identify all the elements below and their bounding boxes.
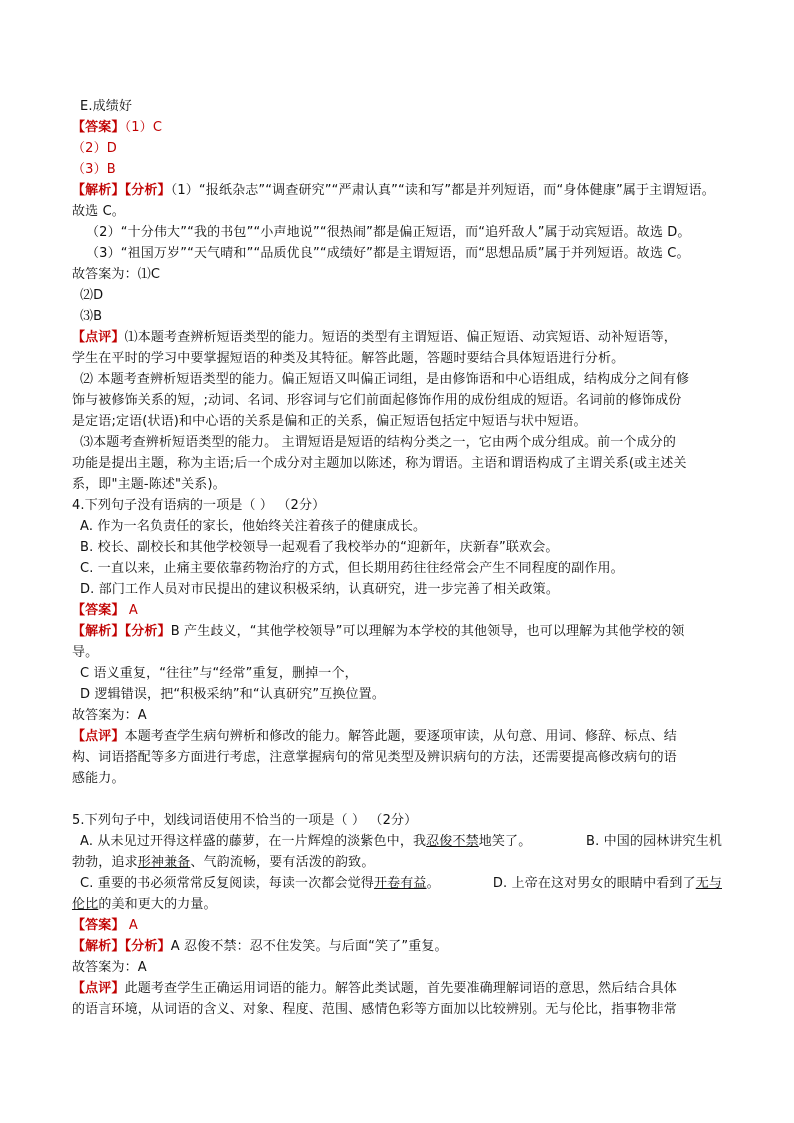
q5-option-a-underlined: 忍俊不禁 — [426, 834, 479, 849]
document-page — [72, 96, 722, 1020]
q3-final-line — [72, 264, 722, 285]
q4-comment-2: 构、词语搭配等多方面进行考虑，注意掌握病句的常见类型及辨识病句的方法，还需要提高修改病句的语 — [72, 750, 677, 765]
q3-option-e: E.成绩好 — [80, 99, 133, 114]
analysis-tag: 【解析】【分析】 — [72, 624, 171, 639]
comment-tag: 【点评】 — [72, 981, 125, 996]
spacer — [72, 789, 722, 810]
q4-option-d: D. 部门工作人员对市民提出的建议积极采纳，认真研究，进一步完善了相关政策。 — [80, 582, 559, 597]
q5-answer-line — [72, 915, 722, 936]
q5-comment-2: 的语言环境，从词语的含义、对象、程度、范围、感情色彩等方面加以比较辨别。无与伦比，指事物非常 — [72, 1002, 677, 1017]
q5-options-ab-line-1 — [72, 831, 722, 852]
q3-comment-line-1 — [72, 327, 722, 348]
q5-answer: A — [124, 918, 138, 933]
q3-final-3: ⑶B — [80, 309, 103, 324]
q5-option-a — [80, 831, 531, 852]
q3-final-1: ⑴C — [137, 267, 161, 282]
answer-tag: 【答案】 — [72, 120, 125, 135]
q5-comment-1: 此题考查学生正确运用词语的能力。解答此类试题，首先要准确理解词语的意思，然后结合具体 — [124, 981, 677, 996]
q4-option-a: A. 作为一名负责任的家长，他始终关注着孩子的健康成长。 — [80, 519, 427, 534]
q3-answer-3: （3）B — [72, 162, 116, 177]
analysis-tag: 【解析】【分析】 — [72, 183, 171, 198]
q5-comment-line-1 — [72, 978, 722, 999]
q4-comment-line-1 — [72, 726, 722, 747]
answer-tag: 【答案】 — [72, 918, 125, 933]
q5-stem: 5.下列句子中，划线词语使用不恰当的一项是（ ） （2分） — [72, 813, 418, 828]
q5-option-b-pre: B. 中国的园林讲究生机 — [586, 834, 722, 849]
q5-option-a-post: 地笑了。 — [478, 834, 532, 849]
q3-answer-line — [72, 117, 722, 138]
q3-answer-1: （1）C — [124, 120, 163, 135]
q4-analysis-b1: B 产生歧义，“其他学校领导”可以理解为本学校的其他领导，也可以理解为其他学校的领 — [170, 624, 685, 639]
q5-option-d-post: 的美和更大的力量。 — [98, 897, 217, 912]
answer-tag: 【答案】 — [72, 603, 125, 618]
q5-option-d-line-2 — [72, 894, 722, 915]
q3-comment-2c: 是定语;定语(状语)和中心语的关系是偏和正的关系，偏正短语包括定中短语与状中短语。 — [72, 414, 587, 429]
q4-stem: 4.下列句子没有语病的一项是（ ） （2分） — [72, 498, 326, 513]
q4-option-c: C. 一直以来，止痛主要依靠药物治疗的方式，但长期用药往往经常会产生不同程度的副作用。 — [80, 561, 624, 576]
q5-option-c-post: 。 — [426, 876, 440, 891]
q5-option-d-pre: D. 上帝在这对男女的眼睛中看到了 — [492, 876, 696, 891]
q4-answer: A — [124, 603, 138, 618]
q5-final: 故答案为：A — [72, 960, 147, 975]
q3-analysis-3: （3）“祖国万岁”“天气晴和”“品质优良”“成绩好”都是主谓短语，而“思想品质”属于并列短语。故选 C。 — [86, 246, 690, 261]
q3-final-prefix: 故答案为： — [72, 267, 138, 282]
q3-analysis-1b: 故选 C。 — [72, 204, 125, 219]
q3-final-2: ⑵D — [80, 288, 104, 303]
q5-option-b-line-2 — [72, 852, 722, 873]
q5-analysis: A 忍俊不禁：忍不住发笑。与后面“笑了”重复。 — [170, 939, 448, 954]
q3-answer-2: （2）D — [72, 141, 117, 156]
q5-option-c-underlined: 开卷有益 — [373, 876, 427, 891]
q5-analysis-line — [72, 936, 722, 957]
q4-analysis-line-1 — [72, 621, 722, 642]
q5-option-c — [80, 873, 440, 894]
q3-comment-3b: 功能是提出主题，称为主语;后一个成分对主题加以陈述，称为谓语。主语和谓语构成了主谓关系(或主述关 — [72, 456, 687, 471]
q5-option-b-line2-pre: 勃勃，追求 — [72, 855, 138, 870]
q4-comment-3: 感能力。 — [72, 771, 125, 786]
analysis-tag: 【解析】【分析】 — [72, 939, 171, 954]
comment-tag: 【点评】 — [72, 729, 125, 744]
q5-option-d-underlined-1: 无与 — [695, 876, 722, 891]
q3-comment-3a: ⑶本题考查辨析短语类型的能力。 主谓短语是短语的结构分类之一，它由两个成分组成。前一个成分的 — [80, 435, 677, 450]
q5-option-d-first — [493, 873, 722, 894]
q3-comment-1b: 学生在平时的学习中要掌握短语的种类及其特征。解答此题，答题时要结合具体短语进行分析。 — [72, 351, 625, 366]
q3-comment-2b: 饰与被修饰关系的短，;动词、名词、形容词与它们前面起修饰作用的成份组成的短语。名词前的修饰成份 — [72, 393, 682, 408]
q3-analysis-line-1 — [72, 180, 722, 201]
q5-option-c-pre: C. 重要的书必须常常反复阅读，每读一次都会觉得 — [80, 876, 374, 891]
q3-comment-1a: ⑴本题考查辨析短语类型的能力。短语的类型有主谓短语、偏正短语、动宾短语、动补短语等， — [124, 330, 677, 345]
q4-analysis-d: D 逻辑错误，把“积极采纳”和“认真研究”互换位置。 — [80, 687, 385, 702]
comment-tag: 【点评】 — [72, 330, 125, 345]
q4-option-b: B. 校长、副校长和其他学校领导一起观看了我校举办的“迎新年，庆新春”联欢会。 — [80, 540, 559, 555]
q4-comment-1: 本题考查学生病句辨析和修改的能力。解答此题，要逐项审读，从句意、用词、修辞、标点、结 — [124, 729, 677, 744]
q3-analysis-1a: （1）“报纸杂志”“调查研究”“严肃认真”“读和写”都是并列短语，而“身体健康”属于主谓短语。 — [170, 183, 715, 198]
q5-option-b-post: 、气韵流畅，要有活泼的韵致。 — [190, 855, 375, 870]
q4-answer-line — [72, 600, 722, 621]
q5-options-cd-line-1 — [72, 873, 722, 894]
q3-analysis-2: （2）“十分伟大”“我的书包”“小声地说”“很热闹”都是偏正短语，而“追歼敌人”属于动宾短语。故选 D。 — [86, 225, 691, 240]
q3-comment-3c: 系，即"主题-陈述"关系)。 — [72, 477, 226, 492]
q5-option-b-underlined: 形神兼备 — [137, 855, 191, 870]
q5-option-d-underlined-2: 伦比 — [72, 897, 99, 912]
q3-comment-2a: ⑵ 本题考查辨析短语类型的能力。偏正短语又叫偏正词组，是由修饰语和中心语组成，结构成分之间有修 — [80, 372, 690, 387]
q4-final: 故答案为：A — [72, 708, 147, 723]
q4-analysis-c: C 语义重复，“往往”与“经常”重复，删掉一个， — [80, 666, 358, 681]
q4-analysis-b2: 导。 — [72, 645, 99, 660]
q5-option-a-pre: A. 从未见过开得这样盛的藤萝，在一片辉煌的淡紫色中，我 — [80, 834, 427, 849]
